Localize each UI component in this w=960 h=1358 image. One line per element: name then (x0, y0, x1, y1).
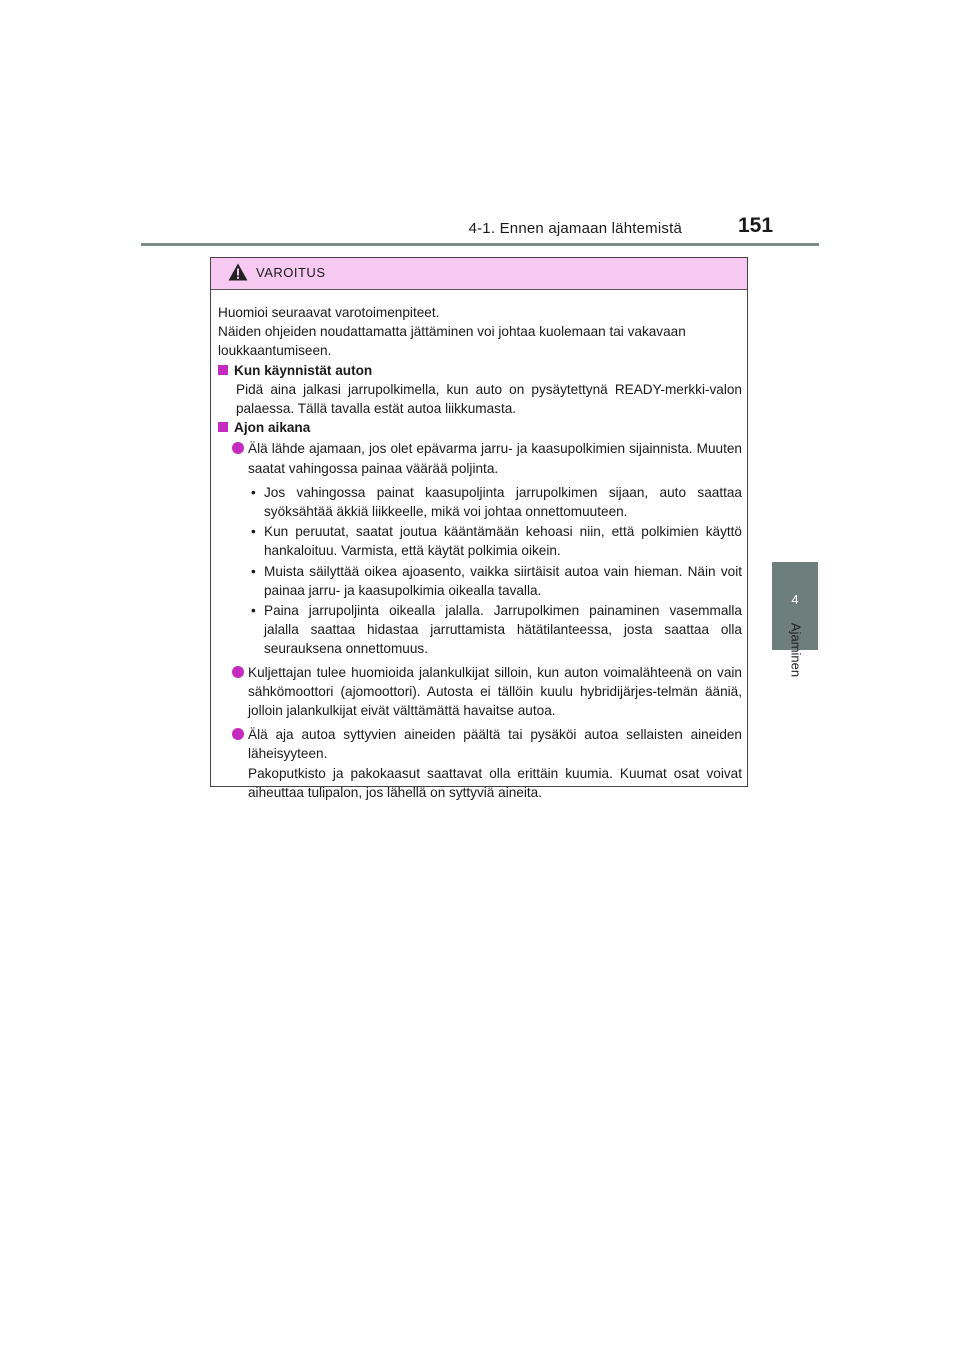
sub-bullet (248, 522, 742, 560)
item-text: Älä lähde ajamaan, jos olet epävarma jarru- ja kaasupolkimien sijainnista. Muuten saatat vahingossa painaa väärää poljinta. (248, 441, 742, 476)
bullet-text: Muista säilyttää oikea ajoasento, vaikka siirtäisit autoa vain hieman. Näin voit painaa jarru- ja kaasupolkimia oikealla tavalla. (264, 563, 742, 598)
sub-bullet (248, 601, 742, 659)
chapter-label-wrap (778, 610, 812, 710)
square-bullet-icon (218, 422, 228, 432)
dot-bullet-icon: • (251, 603, 256, 619)
item-text: Älä aja autoa syttyvien aineiden päältä tai pysäköi autoa sellaisten aineiden läheisyyteen. (248, 727, 742, 762)
bullet-text: Kun peruutat, saatat joutua kääntämään kehoasi niin, että polkimien käyttö hankaloituu. Varmista, että käytät polkimia oikein. (264, 524, 742, 559)
heading-text: Ajon aikana (234, 420, 311, 436)
start-text: Pidä aina jalkasi jarrupolkimella, kun auto on pysäytettynä READY-merkki-valon palaessa. Tällä tavalla estät autoa liikkumasta. (236, 381, 742, 417)
sub-bullet-list (218, 483, 742, 659)
item-text: Kuljettajan tulee huomioida jalankulkijat silloin, kun auton voimalähteenä on vain sähkömoottori (ajomoottori). Autosta ei tällöin kuulu hybridijärjes-telmän ääniä, jolloin jalankulkijat eivät välttämättä havaitse autoa. (248, 664, 742, 719)
heading-text: Kun käynnistät auton (234, 362, 373, 378)
circle-bullet-icon (232, 442, 244, 454)
warning-triangle-icon (228, 263, 248, 281)
warning-label: VAROITUS (256, 265, 326, 280)
square-bullet-icon (218, 365, 228, 375)
sub-bullet (248, 483, 742, 521)
item-text-2: Pakoputkisto ja pakokaasut saattavat olla erittäin kuumia. Kuumat osat voivat aiheuttaa tulipalon, jos lähellä on syttyviä aineita. (248, 765, 742, 800)
list-item (218, 725, 742, 802)
dot-bullet-icon: • (251, 524, 256, 540)
list-item (218, 663, 742, 721)
list-item (218, 439, 742, 477)
header-rule (141, 243, 819, 246)
section-heading-driving (218, 418, 742, 437)
warning-body (211, 290, 747, 802)
sub-bullet (248, 562, 742, 600)
section-heading-start (218, 361, 742, 380)
circle-bullet-icon (232, 728, 244, 740)
warning-header (211, 258, 747, 290)
page-number: 151 (738, 214, 774, 237)
intro-line-2: Näiden ohjeiden noudattamatta jättäminen voi johtaa kuolemaan tai vakavaan loukkaantumiseen. (218, 324, 686, 359)
page-header (0, 0, 960, 250)
circle-bullet-icon (232, 666, 244, 678)
bullet-text: Paina jarrupoljinta oikealla jalalla. Jarrupolkimen painaminen vasemmalla jalalla saattaa hidastaa jarruttamista hätätilanteessa, josta saattaa olla seurauksena onnettomuus. (264, 603, 742, 657)
chapter-number: 4 (791, 592, 799, 607)
chapter-label: Ajaminen (788, 622, 804, 678)
dot-bullet-icon: • (251, 484, 256, 500)
bullet-text: Jos vahingossa painat kaasupoljinta jarrupolkimen sijaan, auto saattaa syöksähtää äkkiä liikkeelle, mikä voi johtaa onnettomuuteen. (264, 484, 742, 520)
dot-bullet-icon: • (251, 563, 256, 579)
section-title: 4-1. Ennen ajamaan lähtemistä (468, 220, 682, 237)
intro-line-1: Huomioi seuraavat varotoimenpiteet. (218, 305, 440, 320)
warning-box (210, 257, 748, 800)
